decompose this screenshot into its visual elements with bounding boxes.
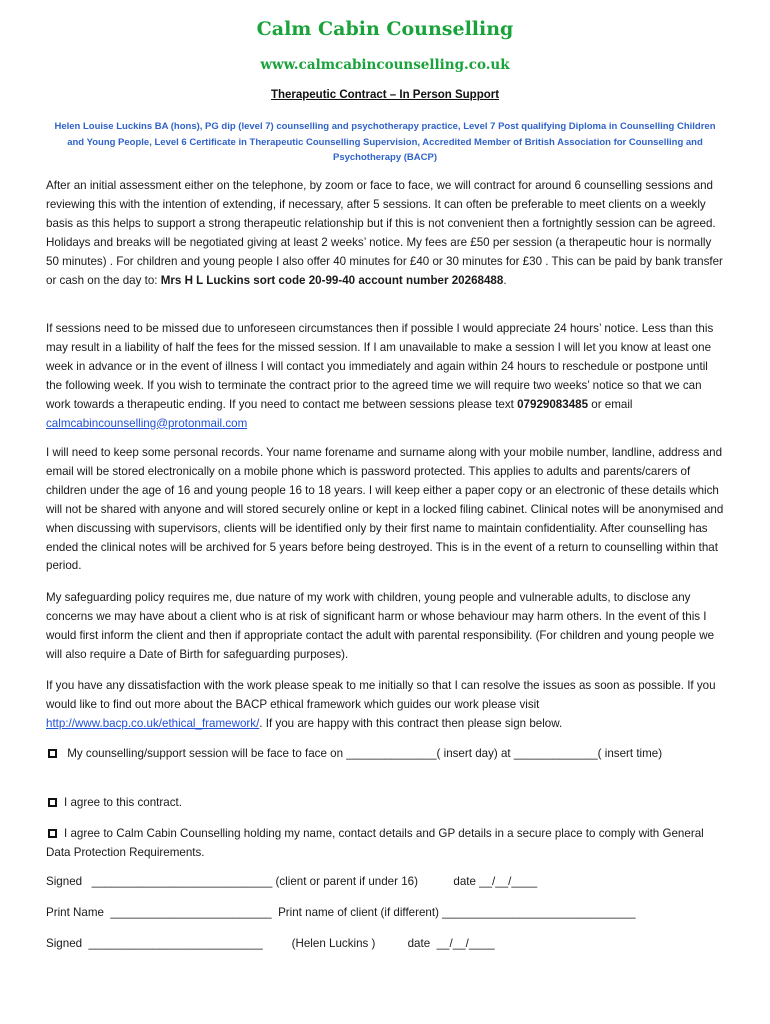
- qualifications-text: Helen Louise Luckins BA (hons), PG dip (level 7) counselling and psychotherapy practice, Level 7 Post qualifying Diploma in Counselling Children and Young People, Level 6 Certificate in Therapeutic Counselling Supervision, Accredited Member of British Association for Counselling and Psychotherapy (BACP): [54, 121, 716, 163]
- complaints-end: . If you are happy with this contract then please sign below.: [259, 716, 563, 730]
- paragraph-cancellation: [46, 320, 726, 433]
- practice-title: Calm Cabin Counselling: [256, 18, 514, 40]
- bank-details: Mrs H L Luckins sort code 20-99-40 account number 20268488: [160, 273, 504, 287]
- client-signature-line[interactable]: Signed ____________________________ (client or parent if under 16) date __/__/____: [46, 875, 538, 888]
- gdpr-checkbox-label: I agree to Calm Cabin Counselling holding my name, contact details and GP details in a secure place to comply with General Data Protection Requirements.: [46, 827, 704, 859]
- paragraph-fees: [46, 177, 726, 290]
- session-checkbox[interactable]: [48, 749, 57, 758]
- checkbox-gdpr-row: [46, 825, 726, 863]
- cancellation-middle: or email: [588, 397, 633, 411]
- complaints-text: If you have any dissatisfaction with the work please speak to me initially so that I can resolve the issues as soon as possible. If you would like to find out more about the BACP ethical framework which guides our work please visit: [46, 679, 716, 711]
- counsellor-signature-line[interactable]: Signed ___________________________ (Helen Luckins ) date __/__/____: [46, 937, 495, 950]
- print-name-line[interactable]: Print Name _________________________ Print name of client (if different) ______________________________: [46, 906, 636, 919]
- agree-checkbox[interactable]: [48, 798, 57, 807]
- checkbox-agree-row: [46, 794, 726, 813]
- paragraph-safeguarding: [46, 589, 726, 665]
- paragraph-complaints: [46, 677, 726, 734]
- gdpr-checkbox[interactable]: [48, 829, 57, 838]
- bacp-link[interactable]: http://www.bacp.co.uk/ethical_framework/: [46, 716, 260, 730]
- phone-number: 07929083485: [517, 397, 589, 411]
- contract-subtitle: Therapeutic Contract – In Person Support: [270, 89, 500, 101]
- safeguarding-text: My safeguarding policy requires me, due nature of my work with children, young people and vulnerable adults, to disclose any concerns we may have about a client who is at risk of significant harm or whose behaviour may harm others. In the event of this I would first inform the client and then if appropriate contact the adult with parental responsibility. (For children and young people we will also require a Date of Birth for safeguarding purposes).: [46, 591, 715, 661]
- fees-end: .: [503, 273, 507, 287]
- website-link[interactable]: www.calmcabincounselling.co.uk: [260, 57, 510, 73]
- cancellation-text: If sessions need to be missed due to unforeseen circumstances then if possible I would appreciate 24 hours’ notice. Less than this may result in a liability of half the fees for the missed session. If I am unavailable to make a session I will let you know at least one week in advance or in the event of illness I will contact you immediately and again within 24 hours to reschedule or postpone until the following week. If you wish to terminate the contract prior to the agreed time we will require two weeks’ notice so that we can work towards a therapeutic ending. If you need to contact me between sessions please text: [46, 322, 714, 411]
- fees-text: After an initial assessment either on the telephone, by zoom or face to face, we will contract for around 6 counselling sessions and reviewing this with the intention of extending, if necessary, after 5 sessions. It can often be preferable to meet clients on a weekly basis as this helps to support a strong therapeutic relationship but if this is not convenient then a fortnightly session can be agreed. Holidays and breaks will be negotiated giving at least 2 weeks’ notice. My fees are £50 per session (a therapeutic hour is normally 50 minutes) . For children and young people I also offer 40 minutes for £40 or 30 minutes for £30 . This can be paid by bank transfer or cash on the day to:: [46, 179, 723, 287]
- email-link[interactable]: calmcabincounselling@protonmail.com: [46, 416, 248, 430]
- checkbox-session-row: [46, 745, 726, 764]
- records-text: I will need to keep some personal records. Your name forename and surname along with your mobile number, landline, address and email will be stored electronically on a mobile phone which is password protected. This applies to adults and parents/carers of children under the age of 16 and young people 16 to 18 years. I will keep either a paper copy or an electronic of these details which will not be shared with anyone and will stored securely online or kept in a locked filing cabinet. Clinical notes will be anonymised and when discussing with supervisors, clients will be identified only by their first name to maintain confidentiality. After counselling has ended the clinical notes will be archived for 5 years before being destroyed. This is in the event of a return to counselling within that period.: [46, 446, 724, 573]
- paragraph-records: [46, 444, 726, 576]
- agree-checkbox-label: I agree to this contract.: [64, 796, 182, 809]
- session-checkbox-label: My counselling/support session will be face to face on ______________( insert day) at _____________( insert time): [64, 747, 663, 760]
